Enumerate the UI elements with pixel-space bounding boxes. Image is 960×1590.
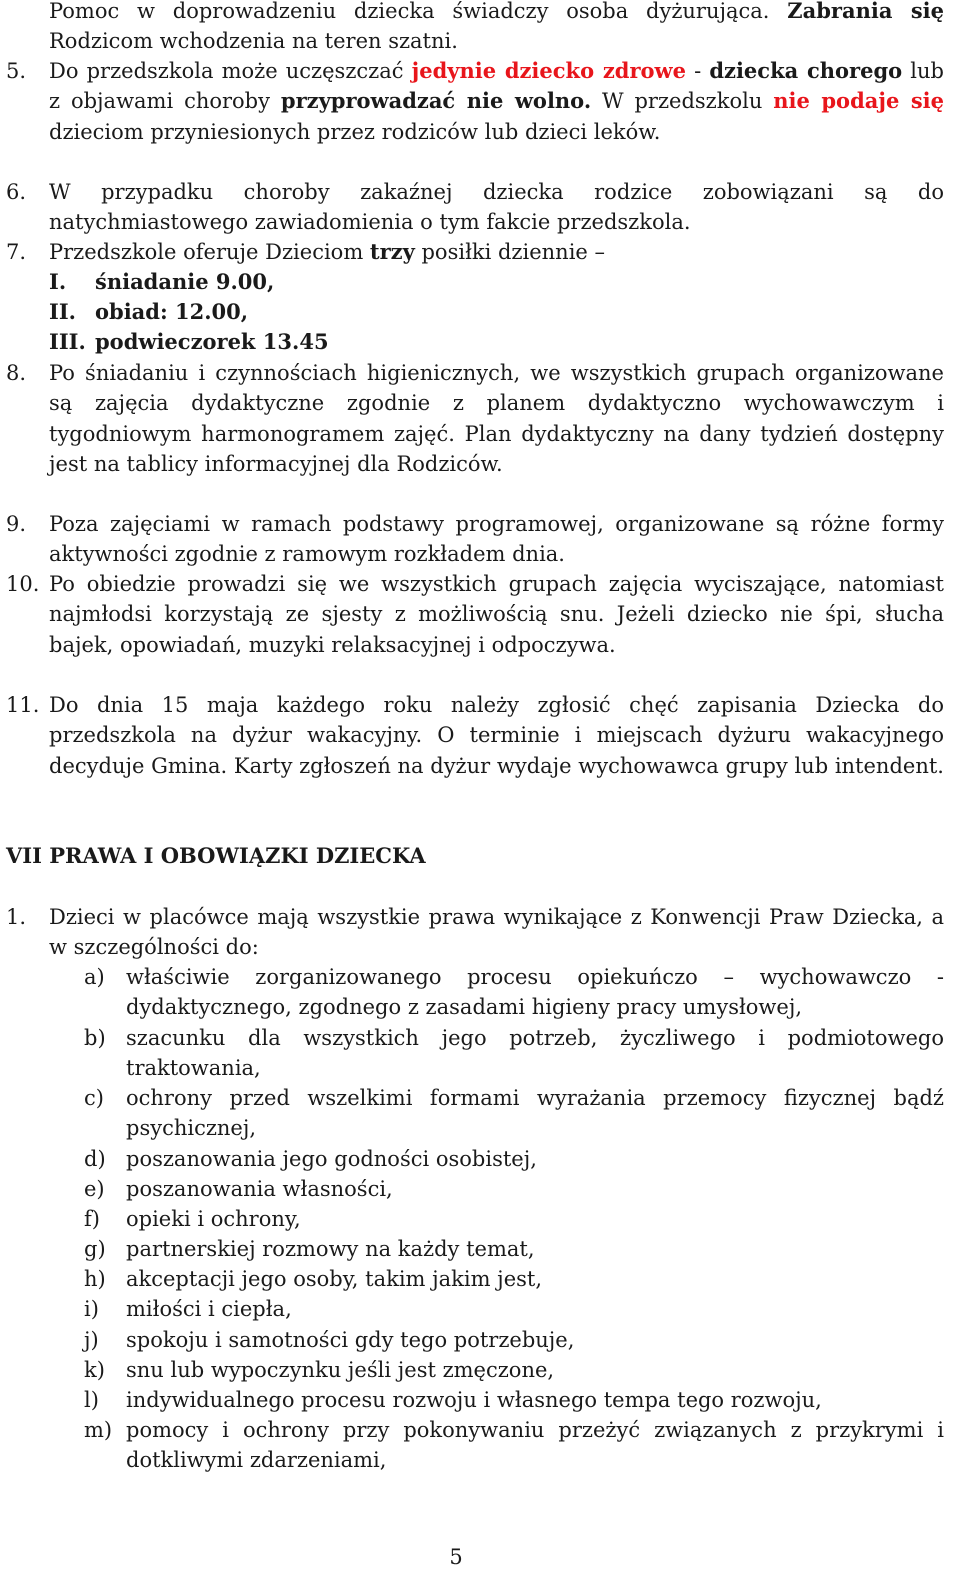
rights-subitem-m: m) pomocy i ochrony przy pokonywaniu przeżyć związanych z przykrymi i dotkliwymi zdarzeniami, bbox=[84, 1418, 944, 1473]
item-number: 6. bbox=[6, 180, 27, 204]
lead-rest: Rodzicom wchodzenia na teren szatni. bbox=[49, 29, 458, 54]
item-text: W przypadku choroby zakaźnej dziecka rodzice zobowiązani są do natychmiastowego zawiadomienia o tym fakcie przedszkola. bbox=[49, 180, 944, 235]
rights-subitem-c: c) ochrony przed wszelkimi formami wyrażania przemocy fizycznej bądź psychicznej, bbox=[84, 1086, 944, 1141]
rights-item-1 bbox=[0, 902, 944, 963]
rights-subitem-b: b) szacunku dla wszystkich jego potrzeb, życzliwego i podmiotowego traktowania, bbox=[84, 1026, 944, 1081]
highlight-red: jedynie dziecko zdrowe bbox=[411, 58, 686, 83]
highlight-bold: trzy bbox=[369, 239, 415, 264]
list-item-11 bbox=[0, 690, 944, 781]
item-number: 8. bbox=[6, 361, 27, 385]
rights-subitem-f: f) opieki i ochrony, bbox=[84, 1207, 301, 1231]
list-item-8 bbox=[0, 358, 944, 479]
item-number: 7. bbox=[6, 240, 27, 264]
rights-subitem-l: l) indywidualnego procesu rozwoju i własnego tempa tego rozwoju, bbox=[84, 1388, 822, 1412]
list-item-6 bbox=[0, 177, 944, 238]
rights-subitem-k: k) snu lub wypoczynku jeśli jest zmęczone, bbox=[84, 1358, 555, 1382]
rights-subitem-j: j) spokoju i samotności gdy tego potrzebuje, bbox=[84, 1328, 575, 1352]
rights-subitem-h: h) akceptacji jego osoby, takim jakim jest, bbox=[84, 1267, 543, 1291]
section-heading: VII PRAWA I OBOWIĄZKI DZIECKA bbox=[6, 843, 426, 868]
item-text: Po śniadaniu i czynnościach higienicznych, we wszystkich grupach organizowane są zajęcia dydaktyczne zgodnie z planem dydaktyczno wychowawczym i tygodniowym harmonogramem zajęć. Plan dydaktyczny na dany tydzień dostępny jest na tablicy informacyjnej dla Rodziców. bbox=[49, 361, 944, 476]
page-number: 5 bbox=[449, 1545, 463, 1569]
lead-paragraph bbox=[0, 0, 944, 57]
item-number: 5. bbox=[6, 59, 27, 83]
item-number: 9. bbox=[6, 512, 27, 536]
meal-item: I. śniadanie 9.00, bbox=[49, 269, 275, 294]
meal-item: III. podwieczorek 13.45 bbox=[49, 329, 329, 354]
item-text: Poza zajęciami w ramach podstawy programowej, organizowane są różne formy aktywności zgodnie z ramowym rozkładem dnia. bbox=[49, 512, 944, 567]
rights-subitem-e: e) poszanowania własności, bbox=[84, 1177, 393, 1201]
list-item-5: 5. Do przedszkola może uczęszczać jedynie dziecko zdrowe - dziecka chorego lub z objawami choroby przyprowadzać nie wolno. W przedszkolu nie podaje się dzieciom przyniesionych przez rodziców lub dzieci leków. bbox=[6, 58, 944, 144]
rights-subitem-i: i) miłości i ciepła, bbox=[84, 1297, 292, 1321]
item-text: Po obiedzie prowadzi się we wszystkich grupach zajęcia wyciszające, natomiast najmłodsi korzystają ze sjesty z możliwością snu. Jeżeli dziecko nie śpi, słucha bajek, opowiadań, muzyki relaksacyjnej i odpoczywa. bbox=[49, 572, 944, 657]
lead-line-1: Pomoc w doprowadzeniu dziecka świadczy osoba dyżurująca. bbox=[49, 0, 770, 23]
item-number: 11. bbox=[6, 693, 40, 717]
list-item-7: 7. Przedszkole oferuje Dzieciom trzy posiłki dziennie – bbox=[0, 237, 944, 267]
rights-subitem-g: g) partnerskiej rozmowy na każdy temat, bbox=[84, 1237, 535, 1261]
list-item-10 bbox=[0, 569, 944, 660]
meal-item: II. obiad: 12.00, bbox=[49, 299, 249, 324]
rights-subitem-d: d) poszanowania jego godności osobistej, bbox=[84, 1147, 537, 1171]
rights-intro: Dzieci w placówce mają wszystkie prawa wynikające z Konwencji Praw Dziecka, a w szczególności do: bbox=[49, 905, 944, 960]
highlight-red: nie podaje się bbox=[773, 88, 944, 114]
rights-subitem-a: a) właściwie zorganizowanego procesu opiekuńczo – wychowawczo - dydaktycznego, zgodnego z zasadami higieny pracy umysłowej, bbox=[84, 965, 944, 1020]
highlight-bold: dziecka chorego bbox=[709, 58, 903, 83]
item-number: 1. bbox=[6, 905, 27, 929]
list-item-9 bbox=[0, 509, 944, 570]
item-number: 10. bbox=[6, 572, 40, 596]
item-text: Do dnia 15 maja każdego roku należy zgłosić chęć zapisania Dziecka do przedszkola na dyżur wakacyjny. O terminie i miejscach dyżuru wakacyjnego decyduje Gmina. Karty zgłoszeń na dyżur wydaje wychowawca grupy lub intendent. bbox=[49, 693, 944, 778]
lead-bold-prohibition: Zabrania się bbox=[787, 0, 944, 23]
highlight-bold: przyprowadzać nie wolno. bbox=[280, 88, 592, 114]
